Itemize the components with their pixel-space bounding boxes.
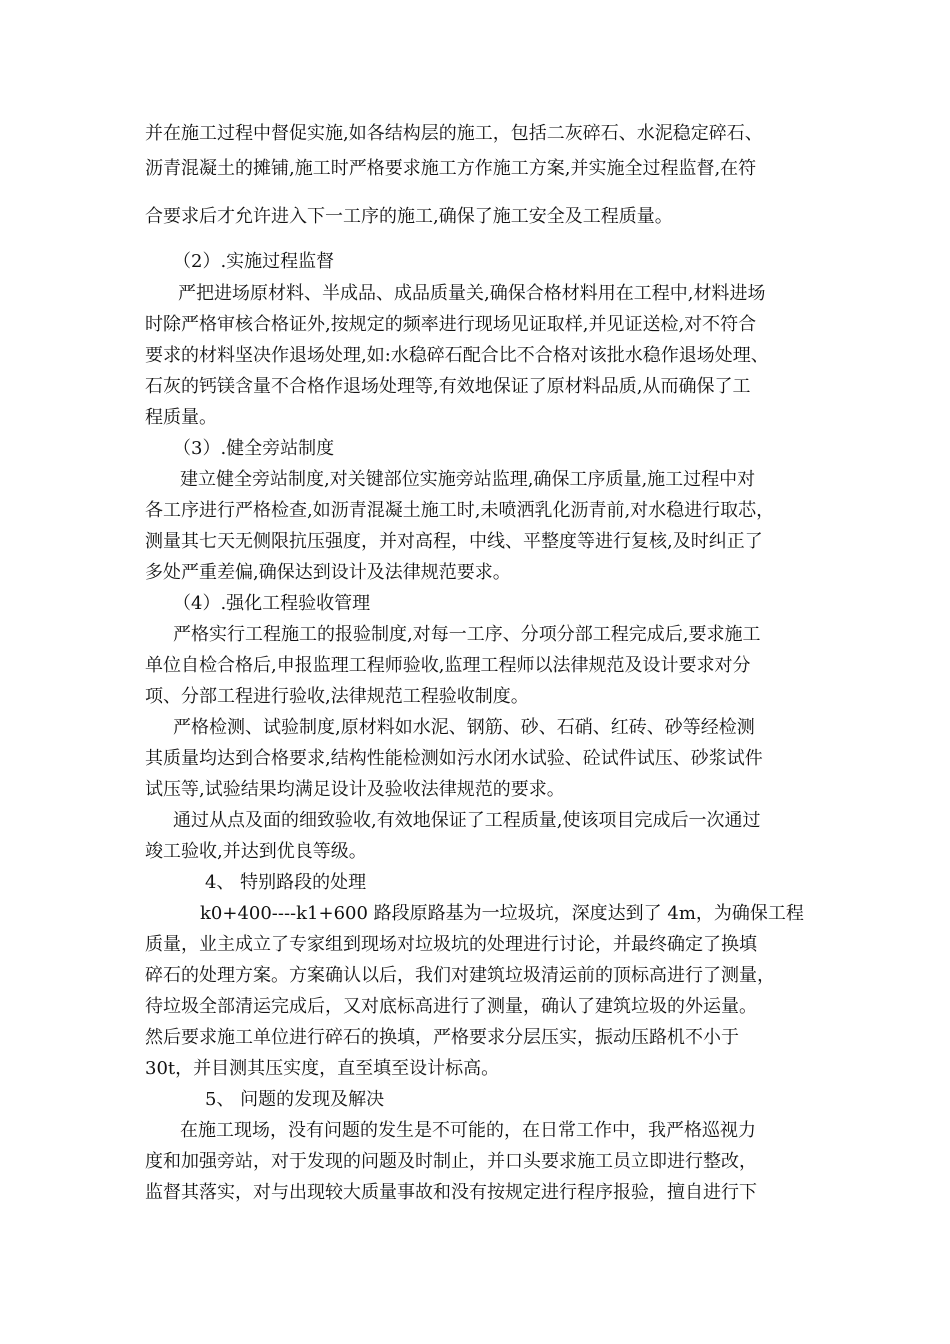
body-line-30: 30t，并目测其压实度，直至填至设计标高。 [145, 1058, 500, 1079]
body-line-3: 合要求后才允许进入下一工序的施工,确保了施工安全及工程质量。 [145, 206, 673, 227]
body-line-5: 严把进场原材料、半成品、成品质量关,确保合格材料用在工程中,材料进场 [178, 283, 766, 304]
section-heading-2: （2）.实施过程监督 [173, 251, 335, 272]
body-line-13: 测量其七天无侧限抗压强度，并对高程，中线、平整度等进行复核,及时纠正了 [145, 531, 763, 552]
body-line-19: 严格检测、试验制度,原材料如水泥、钢筋、砂、石硝、红砖、砂等经检测 [173, 717, 755, 738]
body-line-11: 建立健全旁站制度,对关键部位实施旁站监理,确保工序质量,施工过程中对 [180, 469, 756, 490]
body-line-34: 监督其落实，对与出现较大质量事故和没有按规定进行程序报验，擅自进行下 [145, 1182, 757, 1203]
body-line-29: 然后要求施工单位进行碎石的换填，严格要求分层压实，振动压路机不小于 [145, 1027, 739, 1048]
body-line-18: 项、分部工程进行验收,法律规范工程验收制度。 [145, 686, 529, 707]
body-line-32: 在施工现场，没有问题的发生是不可能的，在日常工作中，我严格巡视力 [180, 1120, 756, 1141]
body-line-21: 试压等,试验结果均满足设计及验收法律规范的要求。 [145, 779, 565, 800]
section-heading-4: （4）.强化工程验收管理 [173, 593, 371, 614]
body-line-20: 其质量均达到合格要求,结构性能检测如污水闭水试验、砼试件试压、砂浆试件 [145, 748, 763, 769]
body-line-2: 沥青混凝土的摊铺,施工时严格要求施工方作施工方案,并实施全过程监督,在符 [145, 158, 757, 179]
body-line-6: 时除严格审核合格证外,按规定的频率进行现场见证取样,并见证送检,对不符合 [145, 314, 757, 335]
body-line-16: 严格实行工程施工的报验制度,对每一工序、分项分部工程完成后,要求施工 [173, 624, 761, 645]
body-line-12: 各工序进行严格检查,如沥青混凝土施工时,未喷洒乳化沥青前,对水稳进行取芯， [145, 500, 775, 521]
body-line-33: 度和加强旁站，对于发现的问题及时制止，并口头要求施工员立即进行整改， [145, 1151, 757, 1172]
body-line-1: 并在施工过程中督促实施,如各结构层的施工，包括二灰碎石、水泥稳定碎石、 [145, 123, 763, 144]
body-line-7: 要求的材料坚决作退场处理,如:水稳碎石配合比不合格对该批水稳作退场处理、 [145, 345, 769, 366]
body-line-14: 多处严重差偏,确保达到设计及法律规范要求。 [145, 562, 511, 583]
section-heading-problems: 5、 问题的发现及解决 [205, 1089, 385, 1110]
body-line-17: 单位自检合格后,申报监理工程师验收,监理工程师以法律规范及设计要求对分 [145, 655, 751, 676]
body-line-8: 石灰的钙镁含量不合格作退场处理等,有效地保证了原材料品质,从而确保了工 [145, 376, 751, 397]
section-heading-special: 4、 特别路段的处理 [205, 872, 367, 893]
body-line-25: k0+400----k1+600 路段原路基为一垃圾坑，深度达到了 4m，为确保工程 [200, 903, 804, 924]
body-line-23: 竣工验收,并达到优良等级。 [145, 841, 367, 862]
section-heading-3: （3）.健全旁站制度 [173, 438, 335, 459]
body-line-28: 待垃圾全部清运完成后，又对底标高进行了测量，确认了建筑垃圾的外运量。 [145, 996, 757, 1017]
body-line-9: 程质量。 [145, 407, 217, 428]
body-line-26: 质量，业主成立了专家组到现场对垃圾坑的处理进行讨论，并最终确定了换填 [145, 934, 757, 955]
body-line-22: 通过从点及面的细致验收,有效地保证了工程质量,使该项目完成后一次通过 [173, 810, 761, 831]
body-line-27: 碎石的处理方案。方案确认以后，我们对建筑垃圾清运前的顶标高进行了测量， [145, 965, 775, 986]
